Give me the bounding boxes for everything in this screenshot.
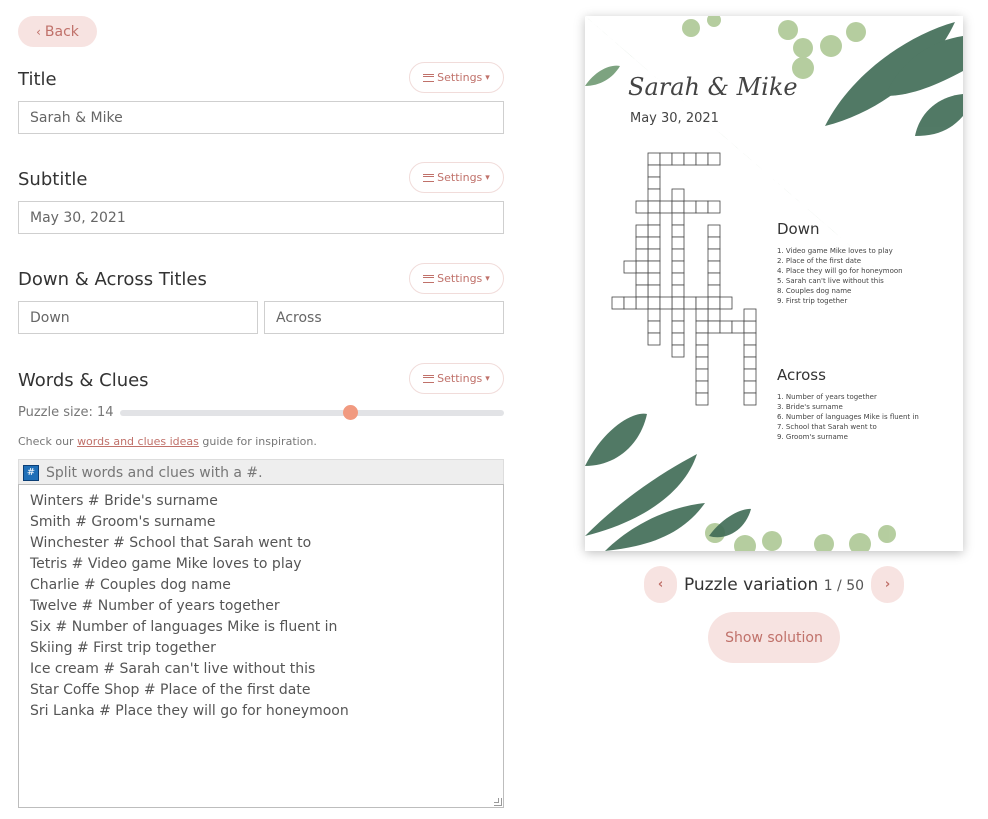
chevron-left-icon: ‹ xyxy=(36,24,41,39)
preview-clue: 6. Number of languages Mike is fluent in xyxy=(777,413,919,421)
preview-down-heading: Down xyxy=(777,220,820,238)
settings-label: Settings xyxy=(437,272,483,285)
across-title-input[interactable]: Across xyxy=(264,301,504,334)
variation-label: Puzzle variation xyxy=(683,574,819,595)
crossword-cell xyxy=(672,297,684,309)
ideas-link[interactable]: words and clues ideas xyxy=(77,435,199,448)
words-clues-textarea[interactable] xyxy=(18,484,504,808)
crossword-cell xyxy=(660,201,672,213)
word-clue-line: Charlie # Couples dog name xyxy=(30,577,231,593)
crossword-cell xyxy=(696,381,708,393)
word-clue-line: Winters # Bride's surname xyxy=(30,493,218,509)
previous-variation-button[interactable] xyxy=(644,566,677,603)
words-clues-label: Words & Clues xyxy=(18,370,149,391)
crossword-cell xyxy=(672,261,684,273)
preview-date: May 30, 2021 xyxy=(630,111,719,126)
crossword-cell xyxy=(672,309,684,321)
subtitle-settings-button[interactable] xyxy=(409,162,504,193)
crossword-cell xyxy=(648,285,660,297)
word-clue-line: Tetris # Video game Mike loves to play xyxy=(30,556,302,572)
crossword-cell xyxy=(684,297,696,309)
chevron-down-icon: ▾ xyxy=(485,373,490,384)
resize-handle-icon[interactable] xyxy=(494,798,502,806)
crossword-cell xyxy=(672,153,684,165)
crossword-cell xyxy=(744,393,756,405)
hash-icon: # xyxy=(23,465,39,481)
crossword-cell xyxy=(708,309,720,321)
crossword-cell xyxy=(636,297,648,309)
crossword-cell xyxy=(672,333,684,345)
crossword-cell xyxy=(636,237,648,249)
preview-clue: 8. Couples dog name xyxy=(777,287,852,295)
crossword-cell xyxy=(648,237,660,249)
crossword-cell xyxy=(672,285,684,297)
puzzle-size-label xyxy=(18,405,114,420)
crossword-cell xyxy=(648,201,660,213)
word-clue-line: Ice cream # Sarah can't live without this xyxy=(30,661,316,677)
help-bar xyxy=(18,459,504,485)
hint-suffix: guide for inspiration. xyxy=(202,435,317,448)
crossword-cell xyxy=(648,189,660,201)
back-label: Back xyxy=(44,23,79,40)
back-button[interactable] xyxy=(18,16,97,47)
crossword-cell xyxy=(732,321,744,333)
crossword-cell xyxy=(648,225,660,237)
crossword-cell xyxy=(648,261,660,273)
crossword-cell xyxy=(648,153,660,165)
variation-row xyxy=(644,566,904,603)
settings-label: Settings xyxy=(437,71,483,84)
show-solution-button[interactable]: Show solution xyxy=(708,612,840,663)
crossword-cell xyxy=(684,201,696,213)
word-clue-line: Smith # Groom's surname xyxy=(30,514,216,530)
word-clue-line: Sri Lanka # Place they will go for honeymoon xyxy=(30,703,349,719)
crossword-cell xyxy=(744,381,756,393)
crossword-cell xyxy=(708,285,720,297)
words-settings-button[interactable] xyxy=(409,363,504,394)
preview-down-clues xyxy=(777,246,935,306)
preview-clue: 9. First trip together xyxy=(777,297,848,305)
crossword-cell xyxy=(672,201,684,213)
crossword-cell xyxy=(696,321,708,333)
crossword-cell xyxy=(672,213,684,225)
crossword-cell xyxy=(636,261,648,273)
crossword-cell xyxy=(708,153,720,165)
crossword-cell xyxy=(672,273,684,285)
crossword-cell xyxy=(648,309,660,321)
down-title-input[interactable]: Down xyxy=(18,301,258,334)
crossword-cell xyxy=(648,177,660,189)
preview-across-heading: Across xyxy=(777,366,826,384)
settings-label: Settings xyxy=(437,372,483,385)
variation-indicator xyxy=(684,575,864,595)
title-label: Title xyxy=(18,69,57,90)
crossword-cell xyxy=(708,297,720,309)
inspiration-hint xyxy=(18,435,317,448)
puzzle-size-slider[interactable] xyxy=(120,410,504,416)
crossword-cell xyxy=(636,225,648,237)
crossword-cell xyxy=(696,345,708,357)
crossword-cell xyxy=(648,213,660,225)
crossword-cell xyxy=(672,225,684,237)
chevron-right-icon: › xyxy=(884,577,891,592)
preview-clue: 9. Groom's surname xyxy=(777,433,848,441)
preview-clue: 2. Place of the first date xyxy=(777,257,862,265)
next-variation-button[interactable] xyxy=(871,566,904,603)
word-clue-line: Skiing # First trip together xyxy=(30,640,216,656)
chevron-down-icon: ▾ xyxy=(485,172,490,183)
crossword-cell xyxy=(696,357,708,369)
help-text: Split words and clues with a #. xyxy=(46,464,263,481)
puzzle-size-text: Puzzle size: xyxy=(18,405,93,420)
crossword-cell xyxy=(636,273,648,285)
puzzle-preview xyxy=(585,16,963,551)
crossword-cell xyxy=(648,321,660,333)
crossword-cell xyxy=(720,297,732,309)
word-clue-line: Winchester # School that Sarah went to xyxy=(30,535,312,551)
crossword-cell xyxy=(648,165,660,177)
title-settings-button[interactable] xyxy=(409,62,504,93)
crossword-cell xyxy=(744,357,756,369)
sliders-icon xyxy=(423,375,434,383)
crossword-cell xyxy=(648,249,660,261)
word-clue-line: Six # Number of languages Mike is fluent in xyxy=(30,619,338,635)
hint-prefix: Check our xyxy=(18,435,74,448)
crossword-cell xyxy=(648,273,660,285)
preview-clue: 5. Sarah can't live without this xyxy=(777,277,884,285)
crossword-cell xyxy=(696,309,708,321)
crossword-cell xyxy=(648,297,660,309)
preview-clue: 1. Number of years together xyxy=(777,393,877,401)
crossword-cell xyxy=(660,153,672,165)
crossword-cell xyxy=(672,249,684,261)
crossword-cell xyxy=(696,297,708,309)
crossword-cell xyxy=(660,297,672,309)
title-input[interactable]: Sarah & Mike xyxy=(18,101,504,134)
crossword-cell xyxy=(696,201,708,213)
crossword-cell xyxy=(708,201,720,213)
crossword-cell xyxy=(720,321,732,333)
crossword-cell xyxy=(624,261,636,273)
crossword-cell xyxy=(636,249,648,261)
crossword-cell xyxy=(744,309,756,321)
crossword-cell xyxy=(696,369,708,381)
word-clue-line: Twelve # Number of years together xyxy=(30,598,280,614)
crossword-cell xyxy=(708,249,720,261)
crossword-cell xyxy=(648,333,660,345)
variation-count: 1 / 50 xyxy=(823,577,865,594)
sliders-icon xyxy=(423,74,434,82)
crossword-cell xyxy=(744,333,756,345)
crossword-cell xyxy=(612,297,624,309)
crossword-cell xyxy=(708,225,720,237)
puzzle-size-slider-thumb[interactable] xyxy=(343,405,358,420)
crossword-cell xyxy=(744,369,756,381)
subtitle-input[interactable]: May 30, 2021 xyxy=(18,201,504,234)
crossword-cell xyxy=(744,321,756,333)
titles-settings-button[interactable] xyxy=(409,263,504,294)
word-clue-line: Star Coffe Shop # Place of the first date xyxy=(30,682,311,698)
crossword-cell xyxy=(708,237,720,249)
puzzle-size-value: 14 xyxy=(96,405,114,420)
preview-clue: 7. School that Sarah went to xyxy=(777,423,877,431)
crossword-cell xyxy=(672,321,684,333)
crossword-cell xyxy=(744,345,756,357)
crossword-cell xyxy=(672,189,684,201)
crossword-cell xyxy=(696,393,708,405)
preview-title: Sarah & Mike xyxy=(628,73,798,101)
crossword-cell xyxy=(624,297,636,309)
crossword-cell xyxy=(672,237,684,249)
crossword-cell xyxy=(708,321,720,333)
settings-label: Settings xyxy=(437,171,483,184)
crossword-cell xyxy=(672,345,684,357)
chevron-left-icon: ‹ xyxy=(657,577,664,592)
crossword-cell xyxy=(696,333,708,345)
preview-across-clues xyxy=(777,392,935,442)
crossword-cell xyxy=(636,285,648,297)
preview-clue: 1. Video game Mike loves to play xyxy=(777,247,893,255)
chevron-down-icon: ▾ xyxy=(485,273,490,284)
crossword-cell xyxy=(708,261,720,273)
sliders-icon xyxy=(423,275,434,283)
chevron-down-icon: ▾ xyxy=(485,72,490,83)
subtitle-label: Subtitle xyxy=(18,169,88,190)
crossword-cell xyxy=(636,201,648,213)
titles-label: Down & Across Titles xyxy=(18,269,207,290)
crossword-cell xyxy=(708,273,720,285)
crossword-cell xyxy=(684,153,696,165)
preview-clue: 4. Place they will go for honeymoon xyxy=(777,267,903,275)
preview-clue: 3. Bride's surname xyxy=(777,403,843,411)
crossword-cell xyxy=(696,153,708,165)
sliders-icon xyxy=(423,174,434,182)
